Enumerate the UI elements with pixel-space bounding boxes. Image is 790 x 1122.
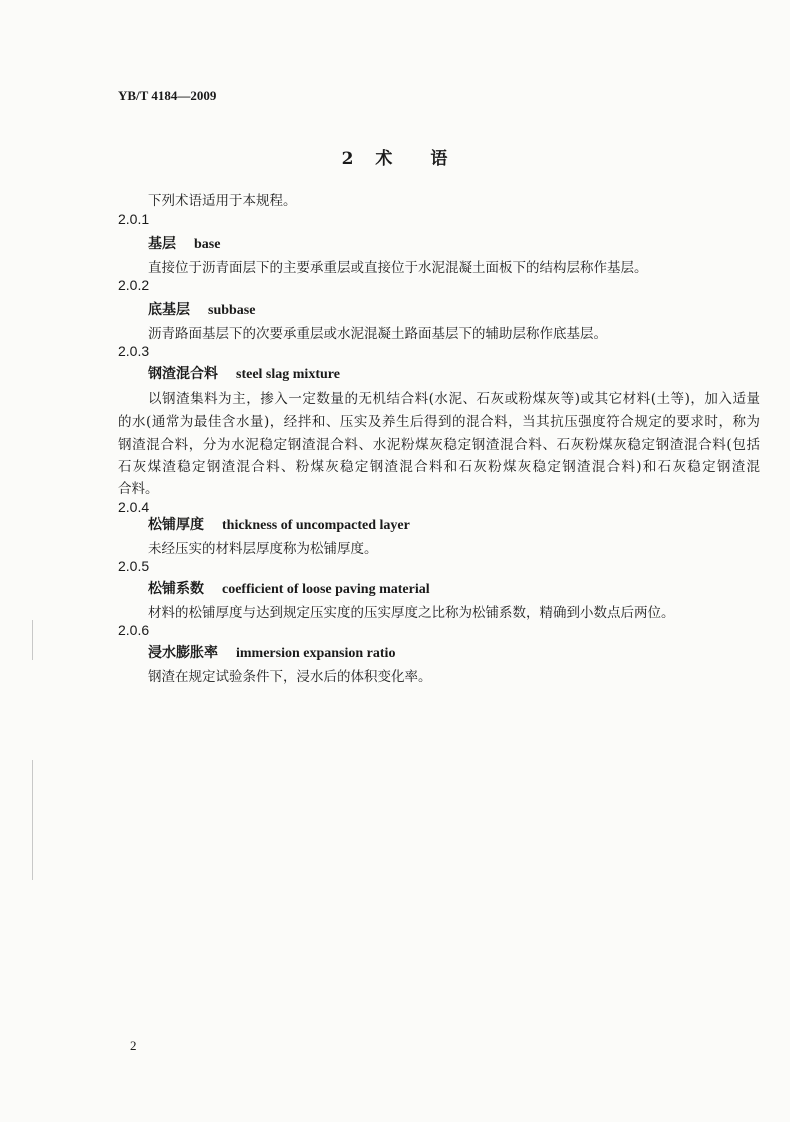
scan-artifact-line: [32, 620, 33, 660]
document-header: YB/T 4184—2009: [118, 88, 217, 103]
term-en: subbase: [208, 303, 256, 318]
term-zh: 松铺系数: [148, 581, 204, 597]
term-heading: [148, 363, 340, 383]
term-zh: 浸水膨胀率: [148, 645, 218, 661]
clause-number: 2.0.1: [118, 211, 150, 227]
term-en: thickness of uncompacted layer: [222, 518, 410, 533]
term-zh: 钢渣混合料: [148, 366, 218, 382]
definition: 沥青路面基层下的次要承重层或水泥混凝土路面基层下的辅助层称作底基层。: [148, 326, 607, 342]
intro-text: 下列术语适用于本规程。: [148, 193, 297, 209]
term-en: steel slag mixture: [236, 367, 340, 382]
clause-number: 2.0.3: [118, 343, 150, 359]
definition: 材料的松铺厚度与达到规定压实度的压实厚度之比称为松铺系数，精确到小数点后两位。: [148, 605, 675, 621]
section-number: 2: [341, 149, 355, 169]
term-heading: [148, 299, 255, 319]
clause-number: 2.0.5: [118, 558, 150, 574]
definition: 直接位于沥青面层下的主要承重层或直接位于水泥混凝土面板下的结构层称作基层。: [148, 260, 648, 276]
term-zh: 松铺厚度: [148, 517, 204, 533]
term-heading: [148, 233, 220, 253]
term-heading: [148, 514, 410, 534]
term-heading: [148, 642, 395, 662]
definition-line: 石灰煤渣稳定钢渣混合料、粉煤灰稳定钢渣混合料和石灰粉煤灰稳定钢渣混合料)和石灰稳定钢渣混: [118, 459, 760, 475]
definition-line: 合料。: [118, 481, 159, 497]
definition-line: 的水(通常为最佳含水量)，经拌和、压实及养生后得到的混合料，当其抗压强度符合规定的要求时，称为: [118, 414, 760, 430]
definition: 钢渣在规定试验条件下，浸水后的体积变化率。: [148, 669, 432, 685]
section-title-char: 语: [430, 149, 449, 169]
section-title-char: 术: [375, 149, 394, 169]
term-zh: 基层: [148, 236, 176, 252]
scan-artifact-line: [32, 760, 33, 880]
definition-line: 以钢渣集料为主，掺入一定数量的无机结合料(水泥、石灰或粉煤灰等)或其它材料(土等)，加入适量: [148, 391, 760, 407]
definition: 未经压实的材料层厚度称为松铺厚度。: [148, 541, 378, 557]
section-title: [0, 144, 790, 169]
term-en: coefficient of loose paving material: [222, 582, 430, 597]
term-en: base: [194, 237, 221, 252]
clause-number: 2.0.2: [118, 277, 150, 293]
term-heading: [148, 578, 430, 598]
page-number: 2: [130, 1038, 137, 1053]
definition-line: 钢渣混合料，分为水泥稳定钢渣混合料、水泥粉煤灰稳定钢渣混合料、石灰粉煤灰稳定钢渣混合料(包括: [118, 437, 760, 453]
clause-number: 2.0.6: [118, 622, 150, 638]
term-zh: 底基层: [148, 302, 190, 318]
term-en: immersion expansion ratio: [236, 646, 396, 661]
clause-number: 2.0.4: [118, 499, 150, 515]
